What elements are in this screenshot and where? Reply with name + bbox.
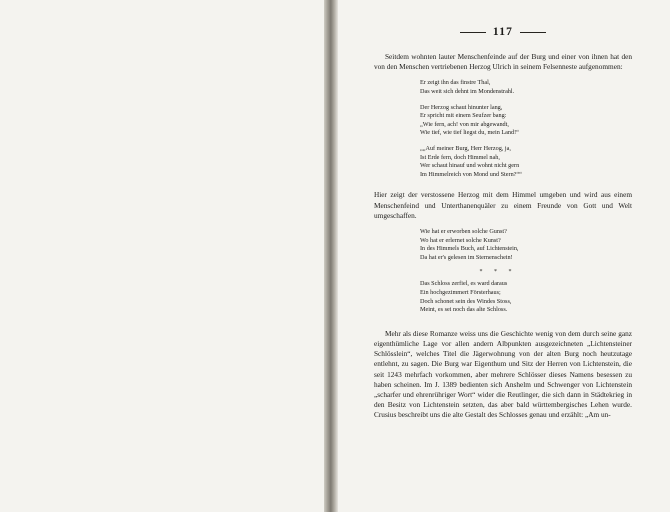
verse-line: Er spricht mit einem Seufzer bang:: [420, 112, 507, 120]
running-head: [374, 26, 632, 38]
verse-line: Das Schloss zerfiel, es ward daraus: [420, 280, 508, 288]
verse-line: Er zeigt ihn das finstre Thal,: [420, 79, 491, 87]
verse-line: Wie hat er erworben solche Gunst?: [420, 227, 507, 235]
verse-line: „„Auf meiner Burg, Herr Herzog, ja,: [420, 144, 511, 152]
verse-line: Da hat er's gelesen im Sternenschein!: [420, 253, 513, 261]
left-blank-page: [0, 0, 324, 512]
verse-stanza-5: [374, 280, 632, 314]
verse-line: Wo hat er erlernet solche Kunst?: [420, 236, 501, 244]
book-gutter-shadow: [324, 0, 338, 512]
verse-line: Im Himmelreich von Mond und Stern?““: [420, 170, 522, 178]
verse-line: Wer schaut hinauf und wohnt nicht gern: [420, 162, 520, 170]
head-rule-right: [520, 32, 546, 33]
right-text-page: [338, 0, 670, 512]
verse-line: Meint, es sei noch das alte Schloss.: [420, 306, 508, 314]
verse-line: Das weit sich dehnt im Mondenstrahl.: [420, 88, 515, 95]
verse-line: Der Herzog schaut hinunter lang,: [420, 103, 503, 111]
text-column: [374, 26, 632, 426]
verse-line: In des Himmels Buch, auf Lichtenstein,: [420, 245, 519, 253]
paragraph-2: Hier zeigt der verstossene Herzog mit dem Himmel umgeben und wird aus einem Menschenfeind und Unterthanenquäler zu einem Freunde von Gott und Welt umgeschaffen.: [374, 190, 632, 220]
verse-line: Ein hochgezimmert Försterhaus;: [420, 288, 501, 296]
verse-stanza-1: [374, 79, 632, 96]
page-number: 117: [492, 26, 514, 38]
verse-line: Ist Erde fern, doch Himmel nah,: [420, 153, 500, 161]
verse-stanza-4: [374, 228, 632, 262]
ornament-asterisks: * * *: [479, 269, 517, 276]
verse-stanza-3: [374, 145, 632, 179]
spacer: [374, 322, 632, 329]
head-rule-left: [460, 32, 486, 33]
verse-line: „Wie fern, ach! von mir abgewandt,: [420, 120, 509, 128]
verse-line: Doch schonet sein des Windes Stoss,: [420, 297, 512, 305]
verse-stanza-2: [374, 104, 632, 138]
paragraph-1: Seitdem wohnten lauter Menschenfeinde auf der Burg und einer von ihnen hat den von den Menschen vertriebenen Herzog Ulrich in seinem Felsenneste aufgenommen:: [374, 52, 632, 72]
paragraph-3: Mehr als diese Romanze weiss uns die Geschichte wenig von dem durch seine ganz eigenthümliche Lage vor allen andern Albpunkten ausgezeichneten „Lichtensteiner Schlösslein“, welches Titel die Jägerwohnung von der alten Burg noch heutzutage entlehnt, zu sagen. Die Burg war Eigenthum und Sitz der Herren von Lichtenstein, die seit 1243 mehrfach vorkommen, aber mehrere Schlösser dieses Namens besessen zu haben scheinen. Im J. 1389 bedienten sich Anshelm und Schwenger von Lichtenstein „scharfer und ehrenrühriger Wort“ wider die Reutlinger, die sich dann in Städtekrieg in den Besitz von Lichtenstein setzten, das aber bald württembergisches Lehen wurde. Crusius beschreibt uns die alte Gestalt des Schlosses genau und erzählt: „Am un-: [374, 328, 632, 420]
verse-line: Wie tief, wie tief liegst du, mein Land!“: [420, 129, 519, 137]
